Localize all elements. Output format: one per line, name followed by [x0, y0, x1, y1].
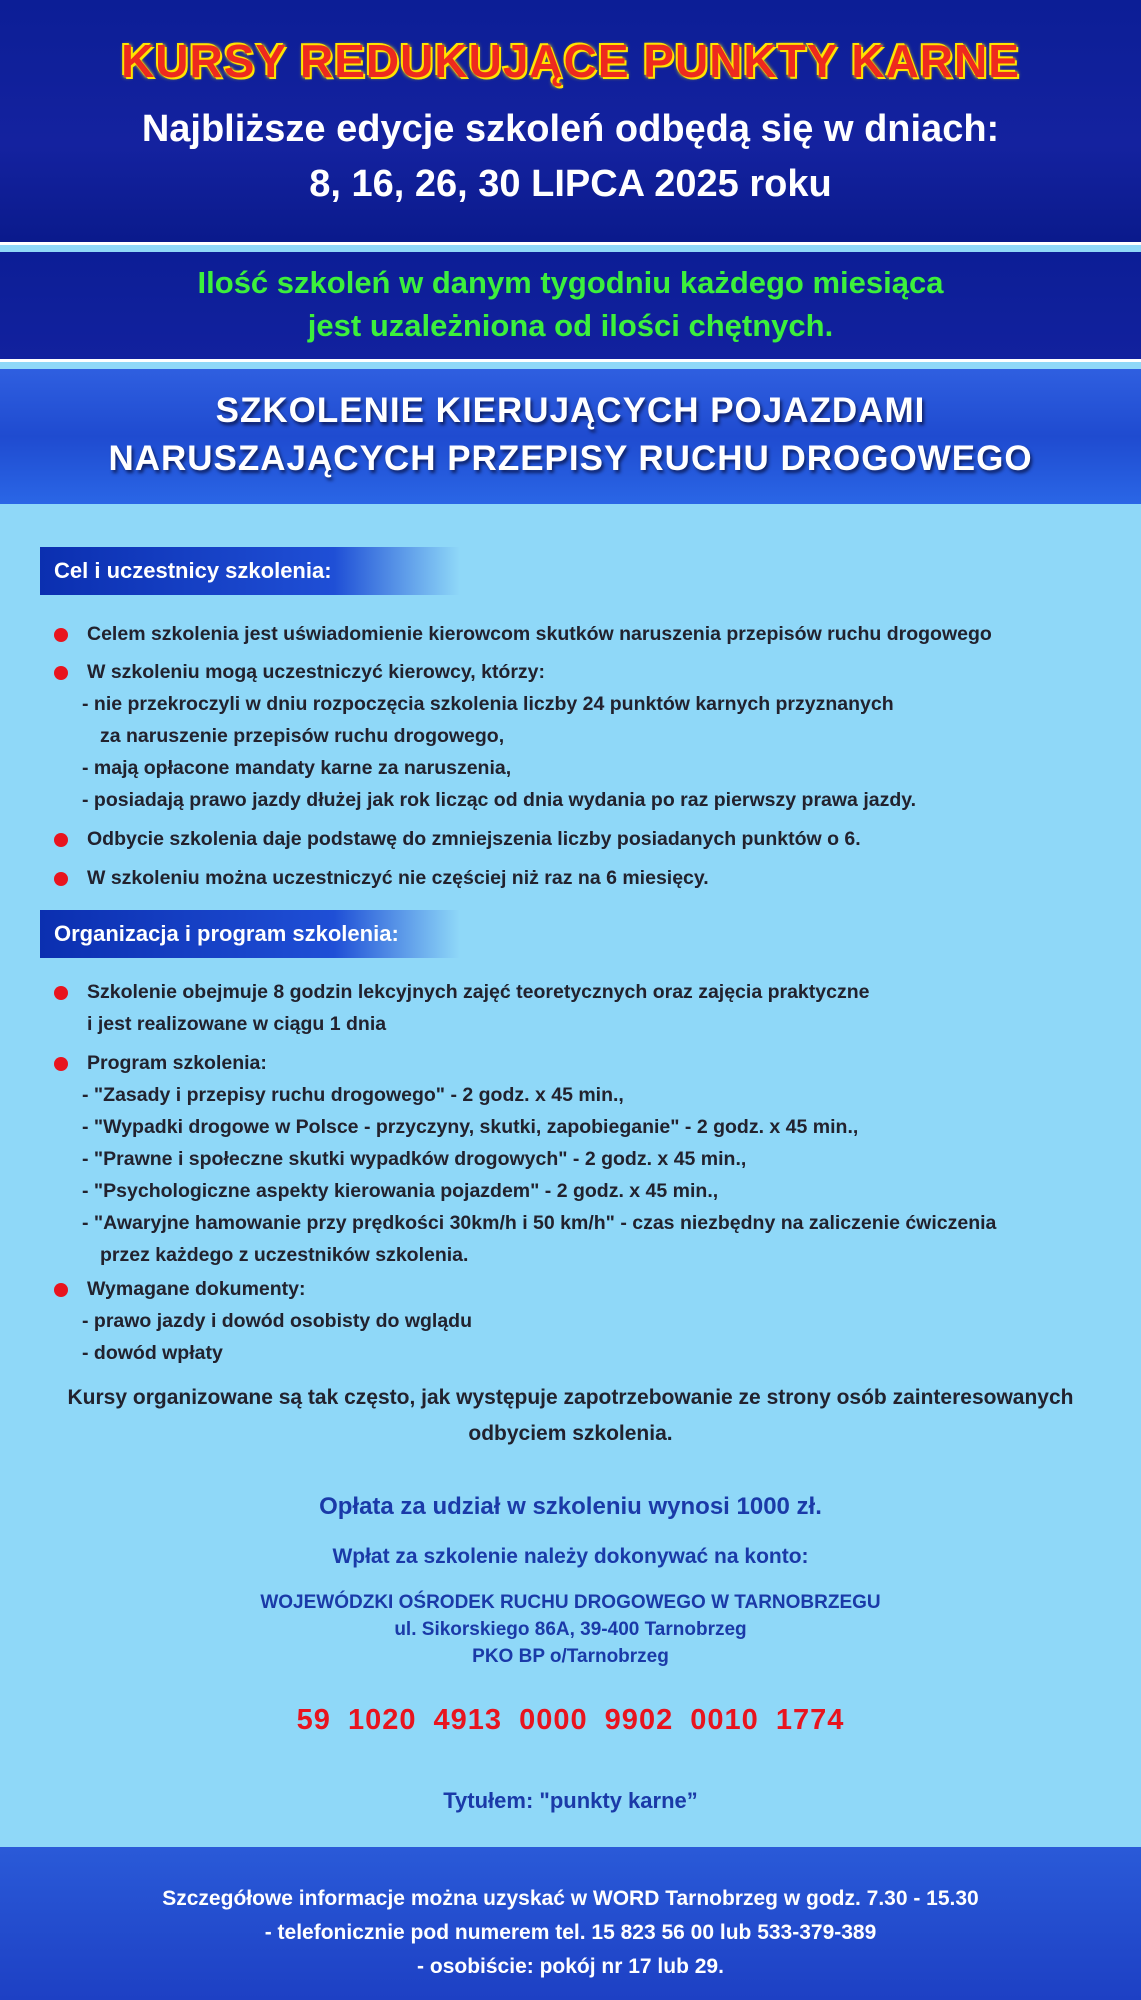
list-item-text: Celem szkolenia jest uświadomienie kierowcom skutków naruszenia przepisów ruchu drogowego: [87, 623, 992, 645]
list-subitem: - "Awaryjne hamowanie przy prędkości 30km/h i 50 km/h" - czas niezbędny na zaliczenie ćwiczenia: [82, 1212, 997, 1234]
footer-line-1: Szczegółowe informacje można uzyskać w WORD Tarnobrzeg w godz. 7.30 - 15.30: [162, 1887, 979, 1910]
transfer-title: Tytułem: "punkty karne”: [443, 1788, 698, 1813]
fee-text: Opłata za udział w szkoleniu wynosi 1000 zł.: [319, 1493, 822, 1520]
list-item: [54, 656, 916, 816]
page-title: KURSY REDUKUJĄCE PUNKTY KARNE: [121, 35, 1020, 87]
bullet-icon: [54, 1057, 68, 1071]
footer-banner: [0, 1847, 1141, 2000]
list-subitem: - "Psychologiczne aspekty kierowania pojazdem" - 2 godz. x 45 min.,: [82, 1180, 719, 1202]
bank-name: PKO BP o/Tarnobrzeg: [472, 1646, 669, 1667]
list-subitem: - posiadają prawo jazdy dłużej jak rok licząc od dnia wydania po raz pierwszy prawa jazdy.: [82, 789, 917, 811]
frequency-note-line-2: odbyciem szkolenia.: [468, 1422, 673, 1445]
list-item-text: W szkoleniu mogą uczestniczyć kierowcy, którzy:: [87, 661, 546, 683]
bank-account-number: 59 1020 4913 0000 9902 0010 1774: [296, 1704, 845, 1736]
list-subitem: - "Wypadki drogowe w Polsce - przyczyny, skutki, zapobieganie" - 2 godz. x 45 min.,: [82, 1116, 859, 1138]
footer-line-2: - telefonicznie pod numerem tel. 15 823 56 00 lub 533-379-389: [264, 1921, 877, 1944]
notice-line-1: Ilość szkoleń w danym tygodniu każdego miesiąca: [197, 265, 944, 300]
payment-instruction: Wpłat za szkolenie należy dokonywać na konto:: [332, 1545, 809, 1568]
list-subitem: - prawo jazdy i dowód osobisty do wglądu: [82, 1310, 473, 1332]
next-editions-label: Najbliższe edycje szkoleń odbędą się w dniach:: [141, 108, 1000, 150]
bullet-icon: [54, 833, 68, 847]
list-item: [54, 976, 869, 1040]
section-label-goals: Cel i uczestnicy szkolenia:: [40, 547, 460, 595]
course-title-line-2: NARUSZAJĄCYCH PRZEPISY RUCHU DROGOWEGO: [108, 439, 1033, 478]
course-title-banner: [0, 369, 1141, 504]
list-item-text: W szkoleniu można uczestniczyć nie częściej niż raz na 6 miesięcy.: [87, 867, 709, 889]
bullet-icon: [54, 628, 68, 642]
list-item: [54, 862, 709, 894]
footer-line-3: - osobiście: pokój nr 17 lub 29.: [417, 1955, 724, 1978]
notice-banner: [0, 252, 1141, 362]
section-label-program: Organizacja i program szkolenia:: [40, 910, 460, 958]
list-subitem: przez każdego z uczestników szkolenia.: [100, 1244, 469, 1266]
bullet-icon: [54, 986, 68, 1000]
list-item-text: Szkolenie obejmuje 8 godzin lekcyjnych zajęć teoretycznych oraz zajęcia praktyczne: [87, 981, 870, 1003]
list-subitem: - "Prawne i społeczne skutki wypadków drogowych" - 2 godz. x 45 min.,: [82, 1148, 747, 1170]
list-item: [54, 823, 861, 855]
organization-name: WOJEWÓDZKI OŚRODEK RUCHU DROGOWEGO W TARNOBRZEGU: [260, 1592, 881, 1613]
list-item: [54, 1273, 472, 1369]
list-subitem: za naruszenie przepisów ruchu drogowego,: [100, 725, 505, 747]
list-subitem: - mają opłacone mandaty karne za naruszenia,: [82, 757, 512, 779]
list-item-text: Program szkolenia:: [87, 1052, 267, 1074]
list-subitem: i jest realizowane w ciągu 1 dnia: [87, 1013, 387, 1035]
course-title-line-1: SZKOLENIE KIERUJĄCYCH POJAZDAMI: [215, 391, 926, 430]
header-banner: [0, 0, 1141, 245]
bullet-icon: [54, 666, 68, 680]
frequency-note-line-1: Kursy organizowane są tak często, jak występuje zapotrzebowanie ze strony osób zainteresowanych: [67, 1386, 1074, 1409]
bullet-icon: [54, 1283, 68, 1297]
list-item-text: Wymagane dokumenty:: [87, 1278, 306, 1300]
list-item-text: Odbycie szkolenia daje podstawę do zmniejszenia liczby posiadanych punktów o 6.: [87, 828, 861, 850]
list-item: [54, 1047, 996, 1271]
notice-line-2: jest uzależniona od ilości chętnych.: [307, 308, 834, 343]
next-editions-dates: 8, 16, 26, 30 LIPCA 2025 roku: [309, 163, 832, 205]
list-item: [54, 618, 992, 650]
list-subitem: - nie przekroczyli w dniu rozpoczęcia szkolenia liczby 24 punktów karnych przyznanych: [82, 693, 894, 715]
bullet-icon: [54, 872, 68, 886]
list-subitem: - "Zasady i przepisy ruchu drogowego" - 2 godz. x 45 min.,: [82, 1084, 624, 1106]
organization-address: ul. Sikorskiego 86A, 39-400 Tarnobrzeg: [394, 1619, 747, 1640]
list-subitem: - dowód wpłaty: [82, 1342, 223, 1364]
